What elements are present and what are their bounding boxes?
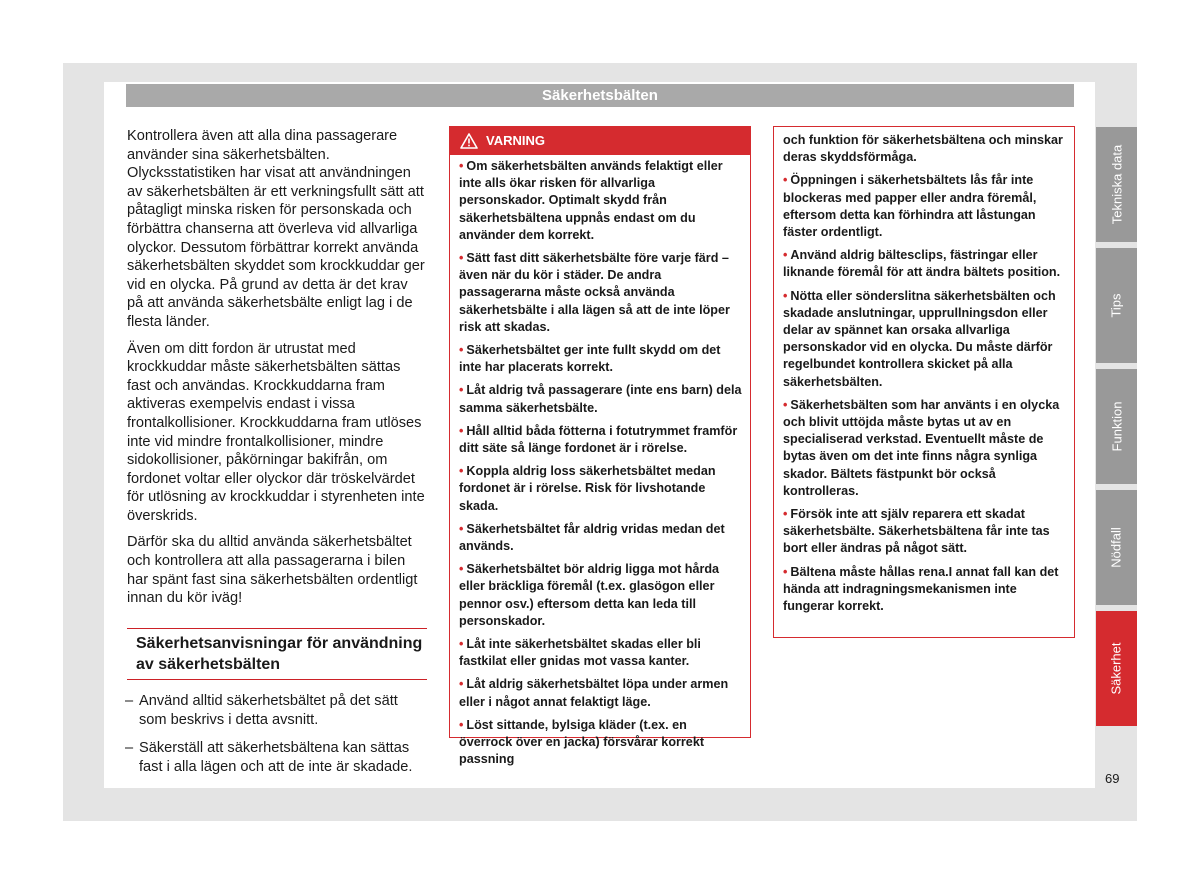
warning-item	[459, 521, 742, 555]
warning-item	[459, 561, 742, 630]
warning-item	[459, 463, 742, 515]
warning-item	[783, 288, 1066, 391]
warning-item-text: Koppla aldrig loss säkerhetsbältet medan fordonet är i rörelse. Risk för livshotande skada.	[459, 464, 716, 513]
warning-item	[459, 676, 742, 710]
warning-header	[450, 127, 750, 155]
warning-triangle-icon	[460, 133, 478, 149]
tab-funktion[interactable]	[1096, 369, 1137, 484]
intro-paragraph: Kontrollera även att alla dina passagerare använder sina säkerhetsbälten. Olycksstatistiken har visat att användningen av säkerhetsbälten är ett verkningsfullt sätt att påtagligt minska risken för personskada och förbättra chanserna att överleva vid allvarliga olyckor. Dessutom förbättrar korrekt använda säkerhetsbälten skyddet som krockkuddar ger vid en olycka. På grund av detta är det krav på att använda säkerhetsbälte enligt lag i de flesta länder.	[127, 128, 425, 330]
warning-item-text: Håll alltid båda fötterna i fotutrymmet framför ditt säte så länge fordonet är i rörelse.	[459, 423, 738, 456]
warning-item	[459, 342, 742, 376]
warning-continued-box	[773, 126, 1075, 638]
list-item-text: Använd alltid säkerhetsbältet på det sätt som beskrivs i detta avsnitt.	[139, 693, 398, 728]
warning-item-text: Låt inte säkerhetsbältet skadas eller bli fastkilat eller gnidas mot vassa kanter.	[459, 637, 701, 669]
warning-item	[459, 636, 742, 670]
warning-item-text: Säkerhetsbältet ger inte fullt skydd om det inte har placerats korrekt.	[459, 343, 721, 375]
warning-item	[459, 717, 742, 769]
warning-item	[783, 397, 1066, 500]
bullet-marker: •	[459, 159, 464, 173]
list-item	[127, 692, 425, 729]
bullet-marker: •	[783, 248, 788, 263]
bullet-marker: •	[459, 251, 464, 266]
warning-item-text: Bältena måste hållas rena.I annat fall kan det hända att indragningsmekanismen inte fungerar korrekt.	[783, 564, 1059, 614]
warning-item-text: Sätt fast ditt säkerhetsbälte före varje färd – även när du kör i städer. De andra passagerarna måste också använda säkerhetsbälte i alla lägen så att de inte löper risk att skadas.	[459, 251, 730, 334]
intro-paragraph: Även om ditt fordon är utrustat med krockkuddar måste säkerhetsbälten sättas fast och användas. Krockkuddarna fram aktiveras exempelvis endast i vissa frontalkollisioner. Krockkuddarna fram utlöses inte vid mindre frontalkollisioner, mindre sidokollisioner, påkörningar bakifrån, om fordonet voltar eller olyckor där tröskelvärdet för utlösning av krockkuddar i styrenheten inte överskrids.	[127, 340, 425, 524]
tab-label: Tekniska data	[1109, 144, 1124, 225]
warning-label: VARNING	[486, 133, 545, 148]
bullet-marker: •	[459, 677, 464, 692]
page-number: 69	[1105, 771, 1120, 786]
warning-item-text: Om säkerhetsbälten används felaktigt eller inte alls ökar risken för allvarliga personskador. Optimalt skydd från säkerhetsbältena uppnås endast om du använder dem korrekt.	[459, 159, 723, 242]
warning-item-text: Säkerhetsbältet bör aldrig ligga mot hårda eller bräckliga föremål (t.ex. glasögon eller pennor osv.) eftersom detta kan leda till personskador.	[459, 562, 720, 628]
bullet-marker: •	[783, 507, 788, 522]
warning-continued-list	[783, 172, 1066, 615]
warning-item	[459, 382, 742, 416]
warning-item-text: Låt aldrig säkerhetsbältet löpa under armen eller i något annat felaktigt läge.	[459, 677, 729, 709]
bullet-marker: •	[459, 562, 464, 577]
section-title: Säkerhetsbälten	[126, 84, 1074, 107]
tab-tekniska-data[interactable]	[1096, 127, 1137, 242]
subheading: Säkerhetsanvisningar för användning av säkerhetsbälten	[127, 628, 427, 680]
list-item	[127, 739, 425, 776]
intro-text	[127, 127, 425, 616]
warning-item-text: Nötta eller sönderslitna säkerhetsbälten och skadade anslutningar, upprullningsdon eller delar av spännet kan orsaka allvarliga personskador vid en olycka. Du måste därför regelbundet kontrollera skicket på alla säkerhetsbälten.	[783, 288, 1056, 389]
warning-list	[450, 155, 750, 769]
bullet-marker: •	[459, 343, 464, 358]
warning-item-text: Använd aldrig bältesclips, fästringar eller liknande föremål för att ändra bältets position.	[783, 248, 1061, 280]
warning-item-text: Säkerhetsbälten som har använts i en olycka och blivit uttöjda måste bytas ut av en specialiserad verkstad. Eventuellt måste de bytas även om det inte finns några synliga skador. Bältets fästpunkt bör också kontrolleras.	[783, 397, 1060, 498]
bullet-marker: •	[783, 397, 788, 412]
tab-label: Tips	[1108, 293, 1124, 318]
dash-marker: –	[125, 740, 134, 757]
warning-box	[449, 126, 751, 767]
bullet-marker: •	[459, 423, 464, 438]
warning-item	[459, 250, 742, 336]
tab-label: Säkerhet	[1109, 642, 1125, 695]
warning-item	[459, 423, 742, 457]
intro-paragraph: Därför ska du alltid använda säkerhetsbältet och kontrollera att alla passagerarna i bilen har spänt fast sina säkerhetsbälten ordentligt innan du kör iväg!	[127, 534, 418, 607]
warning-item	[783, 247, 1066, 281]
warning-item-text: Låt aldrig två passagerare (inte ens barn) dela samma säkerhetsbälte.	[459, 383, 742, 415]
tab-sakerhet[interactable]	[1096, 611, 1137, 726]
instruction-list	[127, 692, 425, 786]
warning-item-text: Löst sittande, bylsiga kläder (t.ex. en överrock över en jacka) försvårar korrekt passning	[459, 717, 705, 767]
warning-item	[459, 158, 742, 244]
warning-item	[783, 506, 1066, 558]
list-item-text: Säkerställ att säkerhetsbältena kan sättas fast i alla lägen och att de inte är skadade.	[139, 740, 413, 775]
warning-item-text: Säkerhetsbältet får aldrig vridas medan det används.	[459, 521, 725, 554]
bullet-marker: •	[459, 464, 464, 479]
warning-continued-lead: och funktion för säkerhetsbältena och minskar deras skyddsförmåga.	[783, 133, 1063, 165]
tab-label: Nödfall	[1109, 527, 1124, 568]
tab-label: Funktion	[1109, 401, 1124, 452]
warning-item	[783, 172, 1066, 241]
bullet-marker: •	[783, 288, 788, 303]
warning-item	[783, 564, 1066, 616]
bullet-marker: •	[783, 173, 788, 188]
bullet-marker: •	[783, 564, 788, 579]
tab-tips[interactable]	[1096, 248, 1137, 363]
bullet-marker: •	[459, 637, 464, 652]
dash-marker: –	[125, 693, 134, 709]
bullet-marker: •	[459, 717, 464, 732]
tab-nodfall[interactable]	[1096, 490, 1137, 605]
bullet-marker: •	[459, 521, 464, 536]
warning-item-text: Öppningen i säkerhetsbältets lås får inte blockeras med papper eller andra föremål, eftersom detta kan förhindra att låstungan fäster ordentligt.	[783, 173, 1037, 240]
bullet-marker: •	[459, 383, 464, 398]
warning-item-text: Försök inte att själv reparera ett skadat säkerhetsbälte. Säkerhetsbältena får inte tas bort eller ändras på något sätt.	[783, 507, 1050, 556]
